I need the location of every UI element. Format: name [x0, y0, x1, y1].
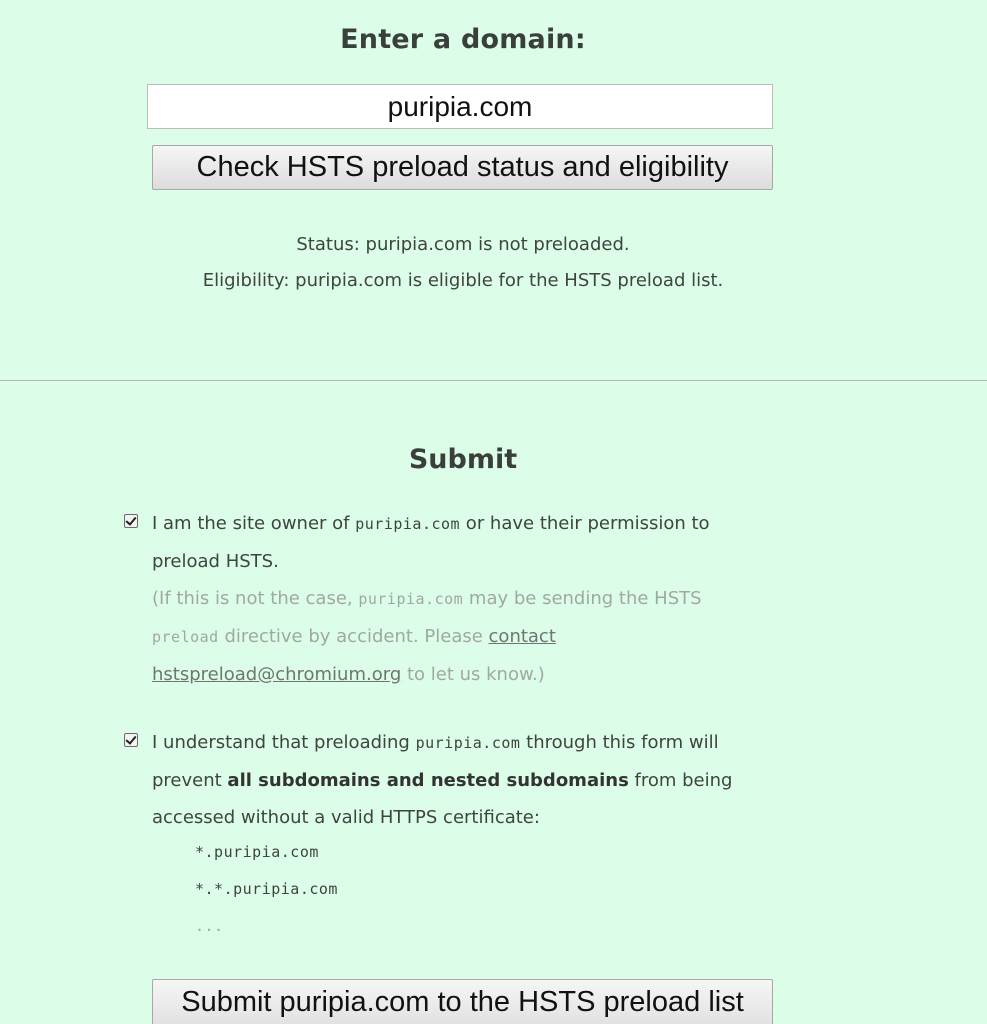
subdomain-list [195, 834, 338, 945]
status-text: Status: puripia.com is not preloaded. [296, 234, 630, 255]
subdomain-ellipsis: ... [195, 917, 224, 935]
enter-domain-heading: Enter a domain: [340, 24, 586, 55]
note-middle: may be sending the HSTS [463, 588, 702, 609]
understand-text-after: from being accessed without a valid HTTPS certificate: [152, 770, 733, 828]
owner-checkbox[interactable] [124, 514, 138, 528]
owner-text-before: I am the site owner of [152, 513, 356, 534]
owner-note [152, 588, 702, 685]
subdomain-item: *.*.puripia.com [195, 880, 338, 898]
understand-text-before: I understand that preloading [152, 732, 416, 753]
note-end: to let us know.) [401, 664, 545, 685]
subdomain-item: *.puripia.com [195, 843, 319, 861]
check-status-button[interactable]: Check HSTS preload status and eligibility [152, 145, 773, 190]
understand-text-middle: through this form will prevent [152, 732, 719, 791]
section-divider [0, 380, 987, 381]
owner-checkbox-label [152, 505, 752, 693]
note-domain-code: puripia.com [358, 590, 464, 608]
note-after: directive by accident. Please [218, 626, 489, 647]
understand-checkbox[interactable] [124, 733, 138, 747]
contact-link[interactable]: contact hstspreload@chromium.org [152, 626, 556, 685]
note-before: (If this is not the case, [152, 588, 359, 609]
owner-domain-code: puripia.com [355, 515, 461, 533]
eligibility-text: Eligibility: puripia.com is eligible for the HSTS preload list. [202, 270, 724, 291]
understand-bold-text: all subdomains and nested subdomains [227, 770, 629, 791]
understand-checkbox-label [152, 724, 752, 836]
owner-text-after: or have their permission to preload HSTS. [152, 513, 710, 572]
note-preload-code: preload [152, 628, 219, 646]
submit-heading: Submit [408, 444, 518, 475]
domain-input[interactable] [147, 84, 773, 129]
submit-preload-button[interactable]: Submit puripia.com to the HSTS preload list [152, 979, 773, 1024]
understand-domain-code: puripia.com [415, 734, 521, 752]
